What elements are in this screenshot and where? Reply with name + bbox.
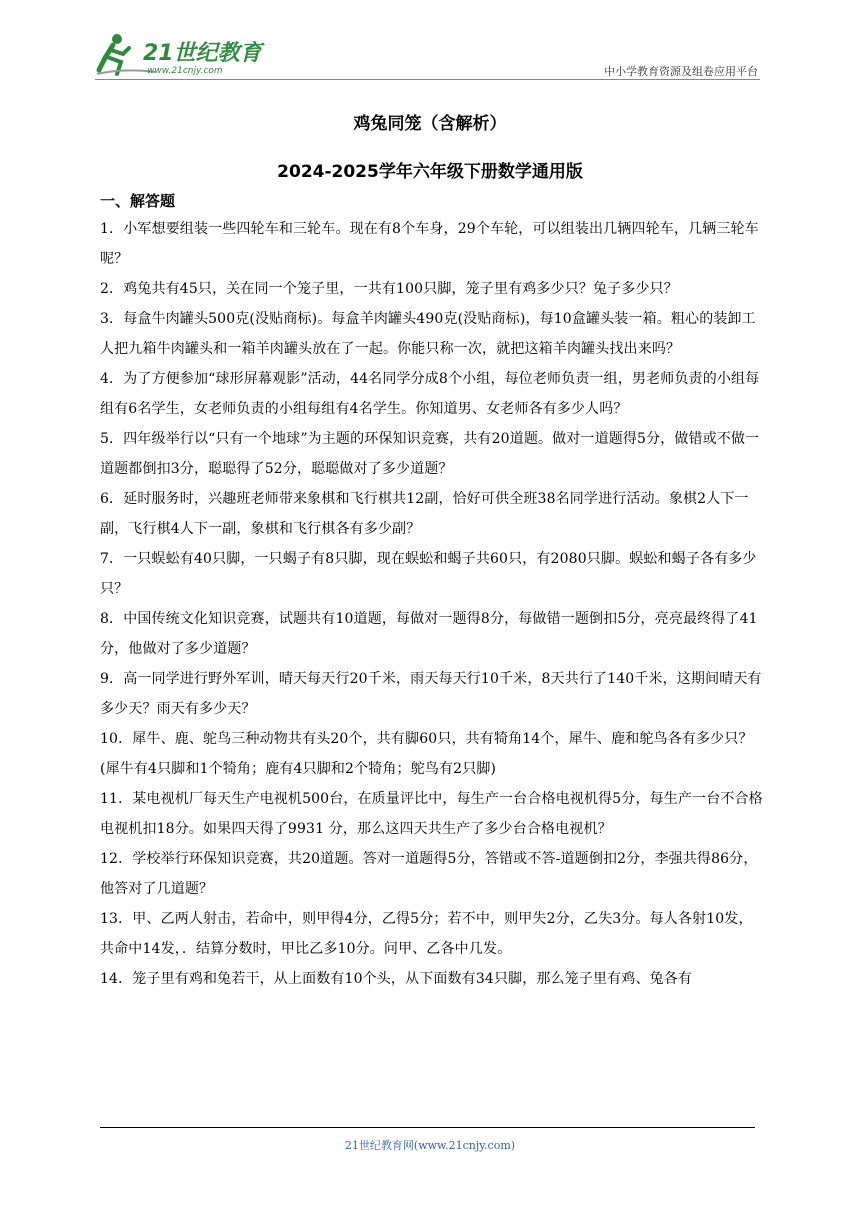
question-10: 10．犀牛、鹿、鸵鸟三种动物共有头20个，共有脚60只，共有犄角14个，犀牛、鹿和鸵鸟各有多少只？(犀牛有4只脚和1个犄角；鹿有4只脚和2个犄角；鸵鸟有2只脚): [100, 731, 753, 777]
section-heading: 一、解答题: [100, 192, 176, 210]
question-13: 13．甲、乙两人射击，若命中，则甲得4分，乙得5分；若不中，则甲失2分，乙失3分。每人各射10发，共命中14发，．结算分数时，甲比乙多10分。问甲、乙各中几发。: [100, 911, 753, 957]
footer-divider: [100, 1127, 755, 1128]
question-12: 12．学校举行环保知识竞赛，共20道题。答对一道题得5分，答错或不答-道题倒扣2分，李强共得86分，他答对了几道题？: [100, 851, 758, 897]
logo: [95, 30, 265, 78]
question-9: 9．高一同学进行野外军训，晴天每天行20千米，雨天每天行10千米，8天共行了140千米，这期间晴天有多少天？雨天有多少天？: [100, 671, 762, 717]
document-title: 鸡兔同笼（含解析）: [353, 114, 507, 134]
question-5: 5．四年级举行以“只有一个地球”为主题的环保知识竞赛，共有20道题。做对一道题得5分，做错或不做一道题都倒扣3分，聪聪得了52分，聪聪做对了多少道题？: [100, 431, 760, 477]
question-3: 3．每盒牛肉罐头500克(没贴商标)。每盒羊肉罐头490克(没贴商标)，每10盒罐头装一箱。粗心的装卸工人把九箱牛肉罐头和一箱羊肉罐头放在了一起。你能只称一次，就把这箱羊肉罐头找出来吗？: [100, 311, 756, 357]
page-header: [95, 30, 760, 80]
question-list: [100, 214, 765, 994]
header-divider: [95, 79, 760, 80]
question-11: 11．某电视机厂每天生产电视机500台，在质量评比中，每生产一台合格电视机得5分，每生产一台不合格电视机扣18分。如果四天得了9931 分，那么这四天共生产了多少台合格电视机？: [100, 791, 763, 837]
question-14: 14．笼子里有鸡和兔若干，从上面数有10个头，从下面数有34只脚，那么笼子里有鸡、兔各有: [100, 971, 693, 987]
question-4: 4．为了方便参加“球形屏幕观影”活动，44名同学分成8个小组，每位老师负责一组，男老师负责的小组每组有6名学生，女老师负责的小组每组有4名学生。你知道男、女老师各有多少人吗？: [100, 371, 760, 417]
logo-text: 21世纪教育: [143, 41, 262, 66]
question-8: 8．中国传统文化知识竞赛，试题共有10道题，每做对一题得8分，每做错一题倒扣5分，亮亮最终得了41分，他做对了多少道题？: [100, 611, 758, 657]
question-6: 6．延时服务时，兴趣班老师带来象棋和飞行棋共12副，恰好可供全班38名同学进行活动。象棋2人下一副，飞行棋4人下一副，象棋和飞行棋各有多少副？: [100, 491, 749, 537]
question-7: 7．一只蜈蚣有40只脚，一只蝎子有8只脚，现在蜈蚣和蝎子共60只，有2080只脚。蜈蚣和蝎子各有多少只？: [100, 551, 757, 597]
document-subtitle: 2024-2025学年六年级下册数学通用版: [277, 162, 583, 182]
question-2: 2．鸡兔共有45只，关在同一个笼子里，一共有100只脚，笼子里有鸡多少只？兔子多少只？: [100, 281, 678, 297]
footer-link[interactable]: 21世纪教育网(www.21cnjy.com): [344, 1139, 516, 1152]
question-1: 1．小军想要组装一些四轮车和三轮车。现在有8个车身，29个车轮，可以组装出几辆四轮车，几辆三轮车呢？: [100, 221, 759, 267]
platform-name: 中小学教育资源及组卷应用平台: [604, 65, 758, 78]
logo-url: www.21cnjy.com: [147, 66, 223, 76]
